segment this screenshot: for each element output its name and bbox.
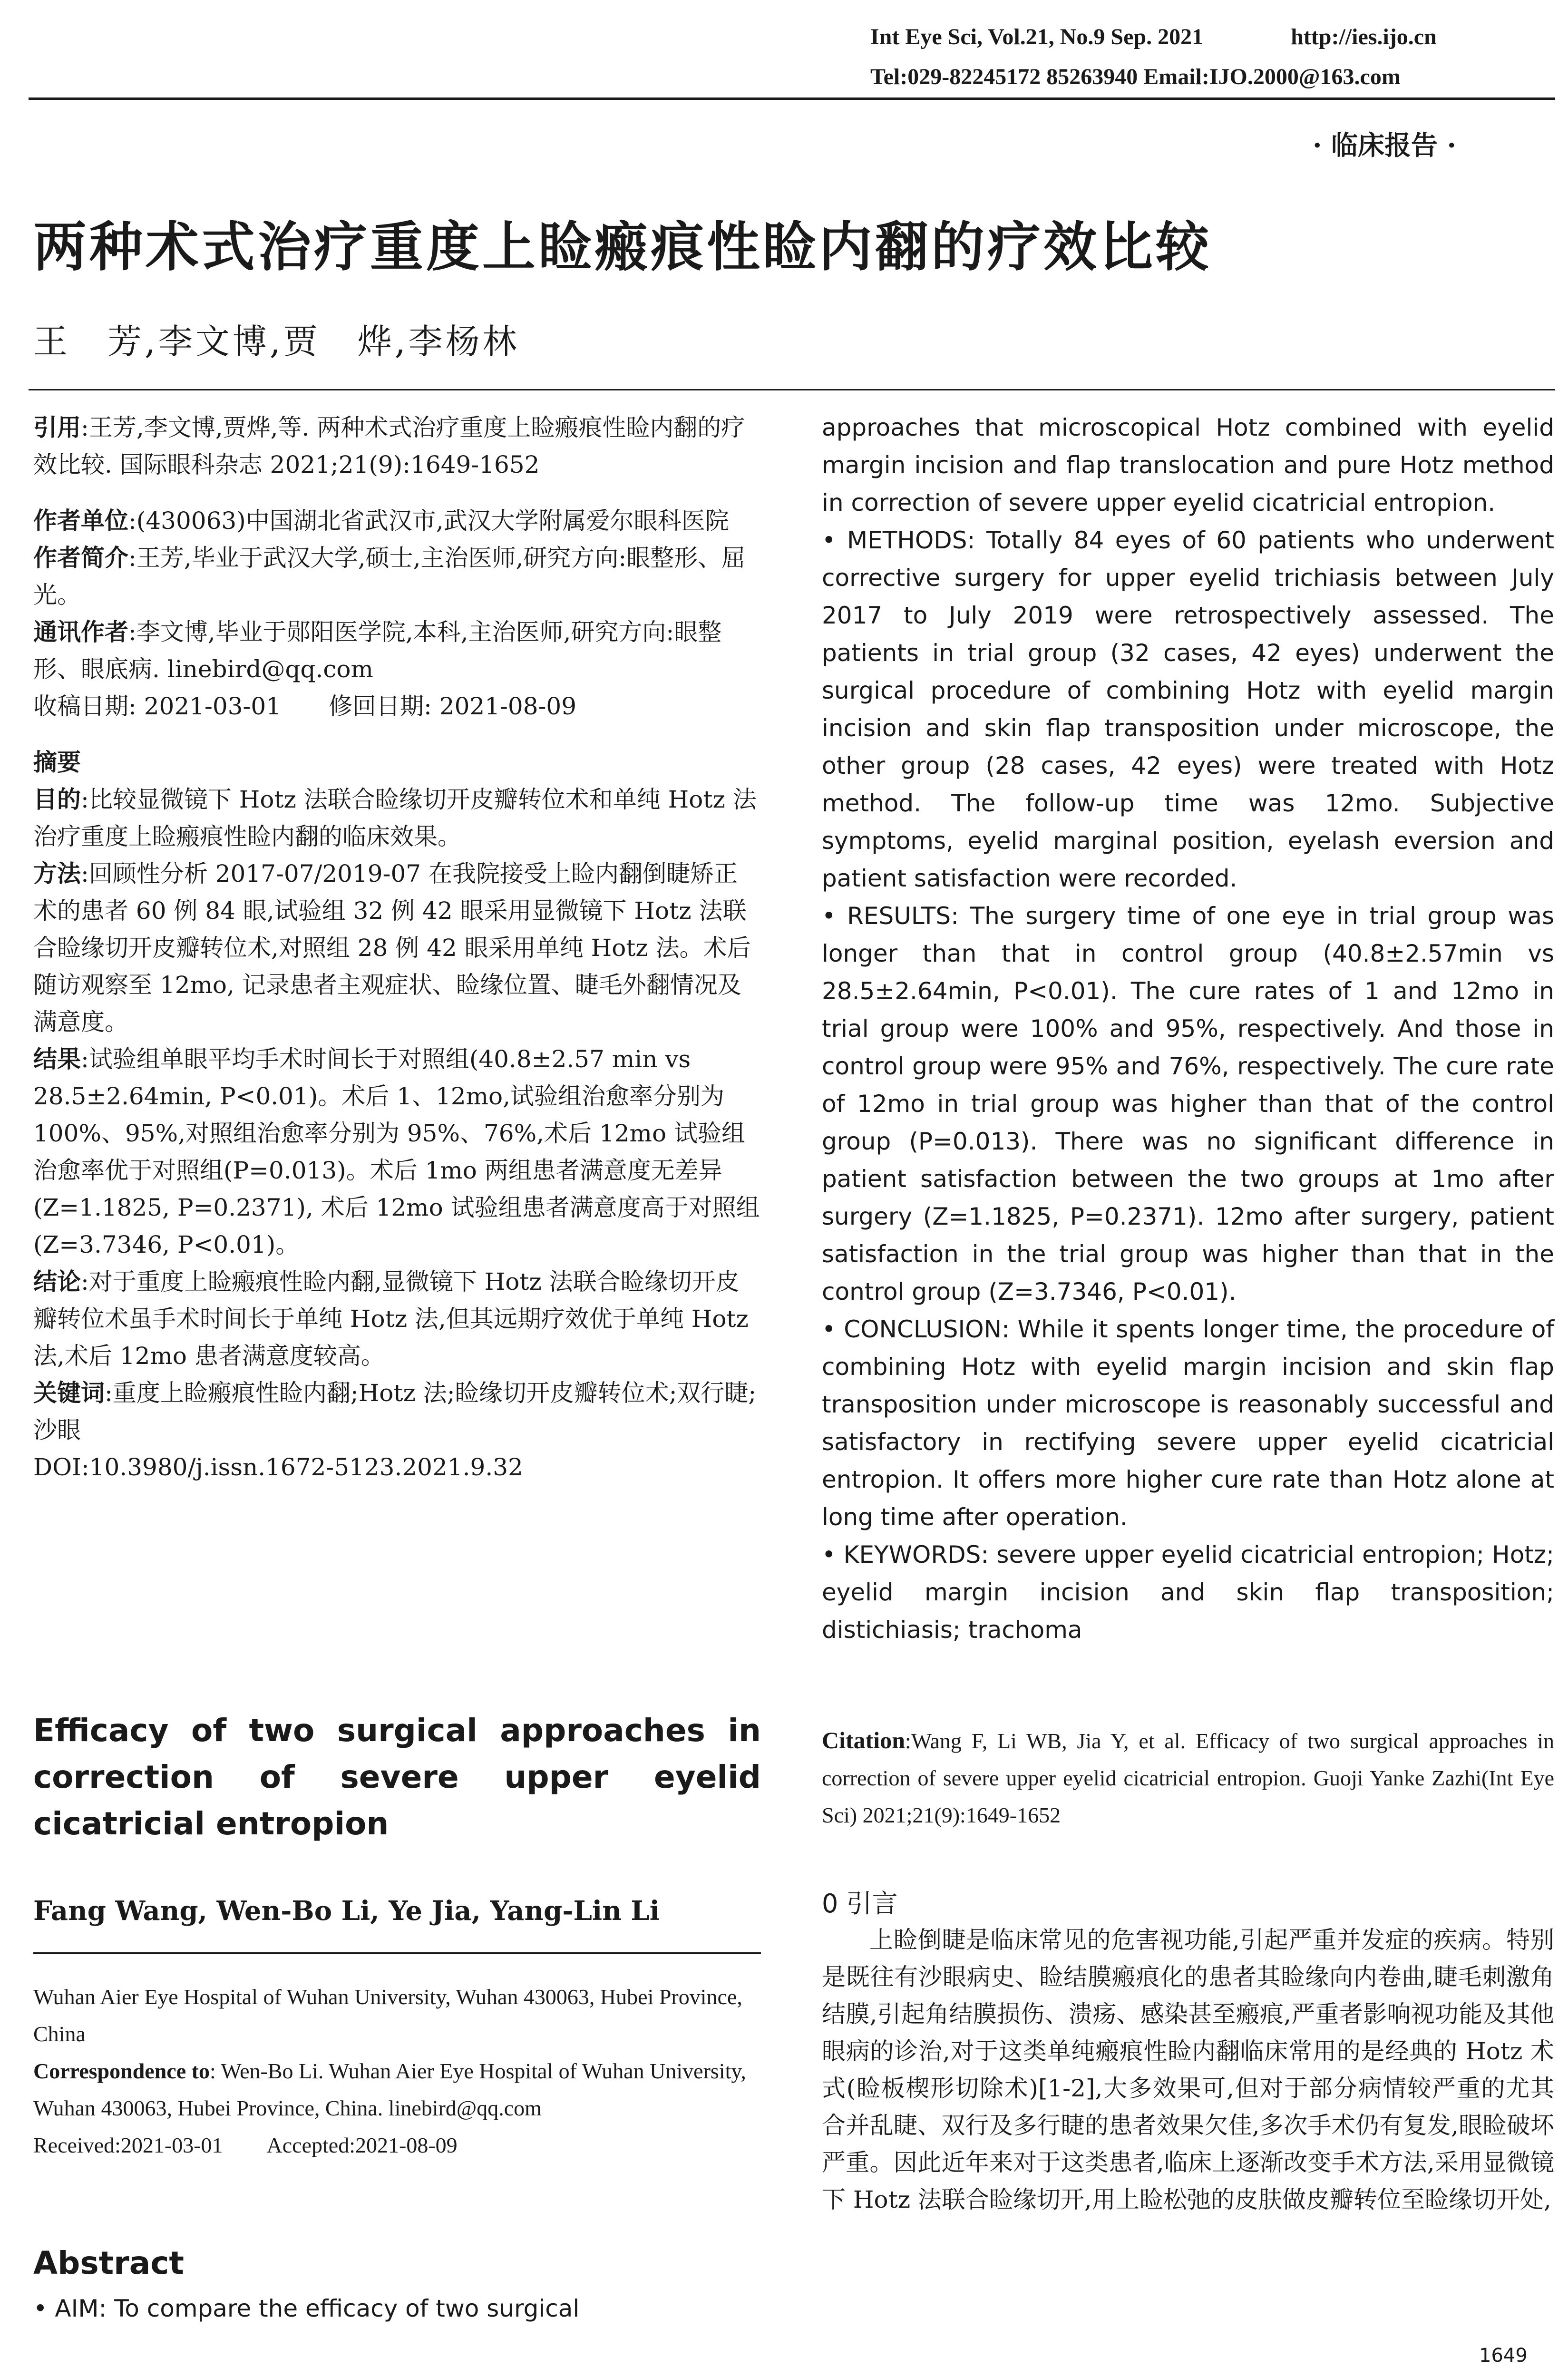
abstract-heading-cn: 摘要 (33, 748, 81, 776)
left-english-block (33, 1978, 761, 2164)
right-column (822, 409, 1554, 1649)
results-cn: 结果:试验组单眼平均手术时间长于对照组(40.8±2.57 min vs 28.5±2.64min, P<0.01)。术后 1、12mo,试验组治愈率分别为 100%、95%,对照组治愈率分别为 95%、76%,术后 12mo 试验组治愈率优于对照组(P=0.013)。术后 1mo 两组患者满意度无差异(Z=1.1825, P=0.2371), 术后 12mo 试验组患者满意度高于对照组(Z=3.7346, P<0.01)。 (33, 1045, 760, 1258)
methods-cn: 方法:回顾性分析 2017-07/2019-07 在我院接受上睑内翻倒睫矫正术的患者 60 例 84 眼,试验组 32 例 42 眼采用显微镜下 Hotz 法联合睑缘切开皮瓣转位术,对照组 28 例 42 眼采用单纯 Hotz 法。术后随访观察至 12mo, 记录患者主观症状、睑缘位置、睫毛外翻情况及满意度。 (33, 859, 751, 1036)
methods-en: • METHODS: Totally 84 eyes of 60 patients who underwent corrective surgery for upper eyelid trichiasis between July 2017 to July 2019 were retrospectively assessed. The patients in trial group (32 cases, 42 eyes) underwent the surgical procedure of combining Hotz with eyelid margin incision and skin flap transposition under microscope, the other group (28 cases, 42 eyes) were treated with Hotz method. The follow-up time was 12mo. Subjective symptoms, eyelid marginal position, eyelash eversion and patient satisfaction were recorded. (822, 526, 1554, 892)
keywords-en: • KEYWORDS: severe upper eyelid cicatricial entropion; Hotz; eyelid margin incision and skin flap transposition; distichiasis; trachoma (822, 1541, 1554, 1644)
author-bio: 作者简介:王芳,毕业于武汉大学,硕士,主治医师,研究方向:眼整形、屈光。 (33, 544, 746, 609)
title-rule (29, 389, 1555, 390)
received-dates: 收稿日期: 2021-03-01 修回日期: 2021-08-09 (33, 692, 577, 720)
citation-cn: 引用:王芳,李文博,贾烨,等. 两种术式治疗重度上睑瘢痕性睑内翻的疗效比较. 国际眼科杂志 2021;21(9):1649-1652 (33, 413, 745, 478)
conclusion-cn: 结论:对于重度上睑瘢痕性睑内翻,显微镜下 Hotz 法联合睑缘切开皮瓣转位术虽手术时间长于单纯 Hotz 法,但其远期疗效优于单纯 Hotz 法,术后 12mo 患者满意度较高。 (33, 1267, 749, 1370)
conclusion-en: • CONCLUSION: While it spents longer time, the procedure of combining Hotz with eyelid margin incision and skin flap transposition under microscope is reasonably successful and satisfactory in rectifying severe upper eyelid cicatricial entropion. It offers more higher cure rate than Hotz alone at long time after operation. (822, 1315, 1554, 1531)
citation-en-block (822, 1722, 1554, 1834)
article-title: 两种术式治疗重度上睑瘢痕性睑内翻的疗效比较 (33, 216, 1212, 278)
journal-header-line2: Tel:029-82245172 85263940 Email:IJO.2000@163.com (870, 64, 1401, 89)
journal-url: http://ies.ijo.cn (1291, 24, 1437, 49)
aim-en: • AIM: To compare the efficacy of two surgical (33, 2295, 580, 2322)
citation-en: Citation:Wang F, Li WB, Jia Y, et al. Efficacy of two surgical approaches in correction of severe upper eyelid cicatricial entropion. Guoji Yanke Zazhi(Int Eye Sci) 2021;21(9):1649-1652 (822, 1727, 1554, 1827)
aim-en-cont: approaches that microscopical Hotz combined with eyelid margin incision and flap translocation and pure Hotz method in correction of severe upper eyelid cicatricial entropion. (822, 414, 1554, 516)
abstract-heading-en: Abstract (33, 2245, 184, 2281)
page-number: 1649 (1479, 2345, 1528, 2367)
intro-heading: 0 引言 (822, 1889, 898, 1919)
english-authors: Fang Wang, Wen-Bo Li, Ye Jia, Yang-Lin Li (33, 1895, 660, 1927)
header-rule (29, 97, 1555, 100)
english-title: Efficacy of two surgical approaches in correction of severe upper eyelid cicatricial entropion (33, 1712, 761, 1842)
authors-cn: 王 芳,李文博,贾 烨,李杨林 (33, 321, 520, 361)
authors-rule (33, 1952, 761, 1954)
left-column (33, 409, 761, 1486)
journal-volume: Int Eye Sci, Vol.21, No.9 Sep. 2021 (870, 24, 1204, 49)
author-unit: 作者单位:(430063)中国湖北省武汉市,武汉大学附属爱尔眼科医院 (33, 507, 729, 535)
intro-text: 上睑倒睫是临床常见的危害视功能,引起严重并发症的疾病。特别是既往有沙眼病史、睑结膜瘢痕化的患者其睑缘向内卷曲,睫毛刺激角结膜,引起角结膜损伤、溃疡、感染甚至瘢痕,严重者影响视功能及其他眼病的诊治,对于这类单纯瘢痕性睑内翻临床常用的是经典的 Hotz 术式(睑板楔形切除术)[1-2],大多效果可,但对于部分病情较严重的尤其合并乱睫、双行及多行睫的患者效果欠佳,多次手术仍有复发,眼睑破坏严重。因此近年来对于这类患者,临床上逐渐改变手术方法,采用显微镜下 Hotz 法联合睑缘切开,用上睑松弛的皮肤做皮瓣转位至睑缘切开处, (822, 1926, 1554, 2213)
results-en: • RESULTS: The surgery time of one eye in trial group was longer than that in control group (40.8±2.57min vs 28.5±2.64min, P<0.01). The cure rates of 1 and 12mo in trial group were 100% and 95%, respectively. And those in control group were 95% and 76%, respectively. The cure rate of 12mo in trial group was higher than that of the control group (P=0.013). There was no significant difference in patient satisfaction between the two groups at 1mo after surgery (Z=1.1825, P=0.2371). 12mo after surgery, patient satisfaction in the trial group was higher than that in the control group (Z=3.7346, P<0.01). (822, 902, 1554, 1305)
received-accepted: Received:2021-03-01 Accepted:2021-08-09 (33, 2133, 458, 2157)
journal-header-line1 (870, 24, 1437, 50)
affiliation: Wuhan Aier Eye Hospital of Wuhan University, Wuhan 430063, Hubei Province, China (33, 1985, 742, 2046)
aim-cn: 目的:比较显微镜下 Hotz 法联合睑缘切开皮瓣转位术和单纯 Hotz 法治疗重度上睑瘢痕性睑内翻的临床效果。 (33, 785, 757, 850)
doi: DOI:10.3980/j.issn.1672-5123.2021.9.32 (33, 1453, 523, 1481)
section-tag: · 临床报告 · (1313, 130, 1456, 161)
keywords-cn: 关键词:重度上睑瘢痕性睑内翻;Hotz 法;睑缘切开皮瓣转位术;双行睫;沙眼 (33, 1379, 757, 1444)
corresponding-author: 通讯作者:李文博,毕业于郧阳医学院,本科,主治医师,研究方向:眼整形、眼底病. linebird@qq.com (33, 618, 722, 683)
correspondence-en: Correspondence to: Wen-Bo Li. Wuhan Aier Eye Hospital of Wuhan University, Wuhan 430063, Hubei Province, China. linebird@qq.com (33, 2059, 746, 2120)
